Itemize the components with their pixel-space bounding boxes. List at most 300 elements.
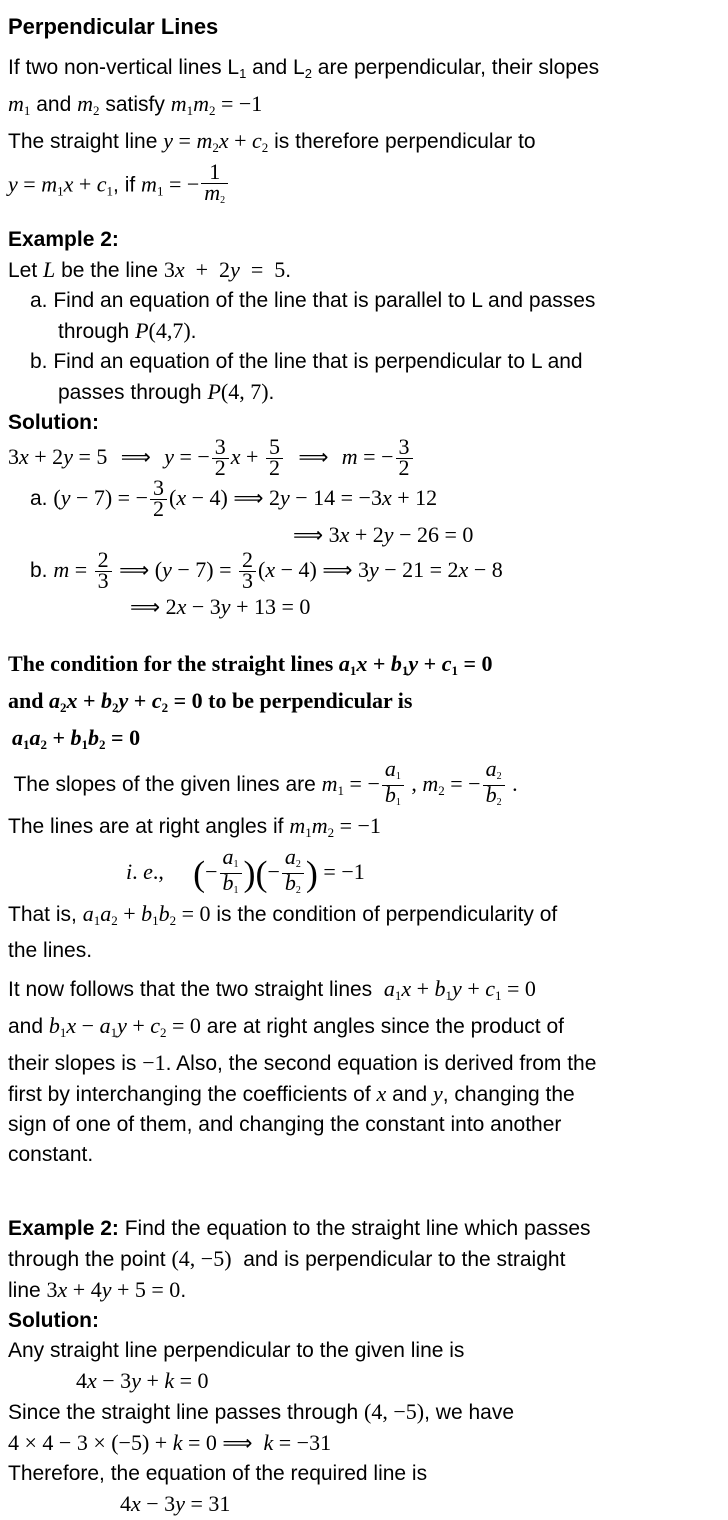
math-text: (4, −5) — [364, 1399, 425, 1424]
para-line — [8, 53, 724, 89]
fraction — [282, 844, 304, 899]
para-line — [8, 1079, 724, 1110]
text-run: passes through — [58, 381, 208, 404]
text-run: are at right angles since the product of — [200, 1015, 564, 1038]
math-var: a — [48, 688, 60, 713]
text-run: be the line — [55, 259, 164, 282]
text-run: Therefore, the equation of the required line is — [8, 1462, 428, 1485]
math-text: 1 — [209, 159, 221, 184]
math-var: y — [230, 257, 240, 282]
math-text: 4 — [120, 1491, 131, 1516]
text-run: Find the equation to the straight line which passes — [118, 1217, 591, 1240]
math-text: 2 — [220, 195, 226, 206]
para-line — [8, 899, 724, 936]
math-var: k — [164, 1368, 175, 1393]
math-text: 2 — [93, 103, 100, 118]
math-text: + 5 = 0 — [111, 1277, 181, 1302]
math-text: = — [173, 128, 197, 153]
text-run: If two non-vertical lines L — [8, 56, 240, 79]
math-var: b — [88, 725, 100, 750]
math-text: 2 — [496, 771, 502, 782]
text-run: line — [8, 1279, 47, 1302]
fraction-denominator — [239, 568, 256, 593]
text-run: through — [58, 320, 136, 343]
math-text: − 4) — [186, 485, 234, 511]
math-text: + — [77, 688, 102, 713]
math-var: x — [218, 128, 229, 153]
math-text: − 7) = − — [70, 485, 149, 511]
text-run: and L — [246, 56, 305, 79]
text-run: Any straight line perpendicular to the given line is — [8, 1339, 465, 1362]
math-text: 1 — [401, 663, 409, 678]
math-text: = 0 — [166, 1013, 201, 1038]
math-var: x — [176, 485, 187, 511]
math-var: x — [458, 557, 469, 583]
math-var: y — [279, 485, 290, 511]
math-var: c — [485, 976, 495, 1001]
math-var: x — [174, 257, 185, 282]
text-run: constant. — [8, 1143, 94, 1166]
math-text: . — [132, 859, 144, 885]
math-text: 4 × 4 − 3 × (−5) + — [8, 1430, 173, 1455]
para-line — [8, 1336, 724, 1366]
math-text: = −31 — [273, 1430, 332, 1455]
text-run: . — [285, 259, 292, 282]
math-var: a — [100, 901, 112, 926]
fraction-denominator — [220, 870, 242, 899]
bold-label: Solution: — [8, 1309, 99, 1332]
math-text: 2 — [160, 1025, 167, 1040]
math-text: 2 — [99, 737, 106, 752]
math-text: + 13 = 0 — [230, 594, 311, 619]
big-paren: ( — [255, 853, 268, 894]
math-text: + 2 — [349, 522, 384, 547]
text-run: The straight line — [8, 130, 164, 153]
math-text: 1 — [305, 825, 312, 840]
math-text: + 2 — [184, 257, 231, 282]
math-var: y — [118, 688, 129, 713]
implies-arrow: ⟹ — [284, 445, 342, 470]
math-text: 1 — [81, 737, 89, 752]
math-text: , — [405, 771, 423, 797]
math-text — [253, 1430, 264, 1455]
math-var: x — [265, 557, 276, 583]
serif-bold-line — [8, 723, 724, 760]
math-var: m — [193, 91, 209, 116]
math-var: m — [204, 180, 221, 205]
list-item-a-cont — [8, 316, 724, 347]
math-text: + — [126, 1013, 151, 1038]
math-var: y — [60, 485, 71, 511]
math-text: 4 — [76, 1368, 87, 1393]
math-text: + — [240, 444, 264, 470]
para-line — [8, 936, 724, 966]
math-var: a — [29, 725, 41, 750]
math-text: 1 — [57, 183, 64, 199]
math-var: a — [383, 976, 395, 1001]
implies-arrow: ⟹ — [130, 595, 161, 619]
math-var: x — [401, 976, 412, 1001]
math-text: 3 — [97, 568, 109, 593]
math-text: + — [128, 688, 152, 713]
para-line — [8, 1244, 724, 1275]
math-var: m — [53, 557, 70, 583]
math-text: (4, 7) — [220, 379, 269, 404]
math-var: b — [485, 782, 497, 807]
math-text: 1 — [495, 988, 502, 1003]
heading-solution — [8, 1306, 724, 1336]
heading-solution — [8, 408, 724, 438]
math-text: = −1 — [317, 859, 365, 885]
implies-arrow: ⟹ — [222, 1431, 253, 1455]
math-text: 2 — [496, 797, 502, 808]
math-text: ( — [169, 485, 177, 511]
text-run: their slopes is — [8, 1052, 143, 1075]
heading-example-2b — [8, 1214, 724, 1244]
list-item-a — [8, 286, 724, 316]
math-text: = — [17, 171, 42, 197]
math-text: + — [411, 976, 435, 1001]
math-text: 2 — [214, 455, 226, 480]
math-var: x — [131, 1491, 141, 1516]
math-var: x — [66, 1013, 77, 1038]
fraction — [382, 756, 404, 811]
math-text: = 0 — [182, 1430, 223, 1455]
fraction — [201, 159, 228, 209]
math-var: b — [390, 651, 402, 676]
math-text: 2 — [212, 140, 219, 155]
fraction — [95, 547, 112, 593]
math-var: y — [63, 444, 73, 470]
math-var: c — [441, 651, 452, 676]
math-text: = −1 — [334, 813, 381, 838]
math-text: = 31 — [184, 1491, 231, 1516]
math-text: 3 — [214, 434, 226, 459]
text-run: . — [180, 1279, 187, 1302]
math-var: P — [135, 318, 149, 343]
math-text: + — [228, 128, 253, 153]
text-run: . — [190, 320, 197, 343]
text-run: satisfy — [99, 93, 171, 116]
math-text: 1 — [395, 797, 401, 808]
math-text: − 8 — [468, 557, 503, 583]
math-var: m — [311, 813, 328, 838]
math-var: c — [151, 688, 162, 713]
math-text: 1 — [349, 663, 357, 678]
math-var: x — [57, 1277, 68, 1302]
math-text: = − — [163, 171, 200, 197]
math-text: 3 — [46, 1277, 58, 1302]
serif-bold-text: and — [8, 688, 49, 713]
math-var: x — [176, 594, 187, 619]
math-text: 2 — [208, 103, 216, 118]
math-text: ( — [258, 557, 266, 583]
math-text: 2 — [295, 859, 301, 870]
math-var: m — [141, 171, 157, 197]
math-text: 5 — [268, 434, 280, 459]
math-text: + 4 — [67, 1277, 102, 1302]
math-var: c — [96, 171, 107, 197]
text-run: , we have — [424, 1401, 514, 1424]
math-var: b — [70, 725, 82, 750]
math-text: = 0 — [174, 1368, 209, 1393]
text-run: and — [30, 93, 78, 116]
text-run: The slopes of the given lines are — [8, 773, 322, 797]
heading-perpendicular-lines — [8, 12, 724, 43]
math-var: b — [222, 870, 234, 895]
fraction-denominator — [95, 568, 112, 593]
math-var: y — [432, 1081, 443, 1106]
math-var: m — [341, 444, 358, 470]
math-var: a — [485, 756, 497, 781]
math-text: − — [267, 859, 280, 885]
math-text: = — [69, 557, 93, 583]
math-var: x — [381, 485, 392, 511]
math-text: + — [418, 651, 442, 676]
math-text: − 7) = — [171, 557, 238, 583]
math-text: + — [47, 725, 71, 750]
math-line — [8, 520, 724, 551]
math-var: a — [338, 651, 350, 676]
para-line — [8, 1459, 724, 1489]
math-text: 3 — [8, 444, 19, 470]
text-run — [164, 861, 193, 884]
math-var: e — [143, 859, 153, 885]
math-text: 1 — [445, 988, 453, 1003]
math-text: = 0 — [105, 725, 141, 750]
math-text: 1 — [233, 859, 239, 870]
math-line — [8, 844, 724, 899]
math-text: 2 — [111, 913, 118, 928]
fraction-denominator — [396, 455, 413, 480]
math-var: y — [117, 1013, 127, 1038]
text-run: , if — [113, 173, 142, 197]
heading-example-2 — [8, 225, 724, 255]
math-text: 2 — [438, 783, 445, 799]
math-text: = − — [344, 771, 380, 797]
text-run: The lines are at right angles if — [8, 815, 290, 838]
math-text: 1 — [59, 1025, 67, 1040]
math-var: a — [384, 756, 396, 781]
big-paren: ( — [193, 853, 206, 894]
text-run: are perpendicular, their slopes — [311, 56, 600, 79]
math-var: x — [339, 522, 350, 547]
math-var: x — [356, 651, 368, 676]
math-var: m — [77, 91, 93, 116]
text-run: 2 — [304, 66, 312, 81]
math-text: 2 — [153, 496, 165, 521]
math-text: 2 — [112, 700, 119, 715]
math-text: 2 — [263, 485, 280, 511]
math-text: ., — [152, 859, 164, 885]
math-text: 3 — [163, 257, 175, 282]
math-text: = 0 — [501, 976, 536, 1001]
text-run: and — [386, 1083, 433, 1106]
text-run: a. Find an equation of the line that is parallel to L and passes — [30, 289, 596, 312]
implies-arrow: ⟹ — [107, 445, 165, 470]
math-var: a — [99, 1013, 111, 1038]
math-text: + — [461, 976, 486, 1001]
math-text: 1 — [233, 885, 239, 896]
text-run: That is, — [8, 903, 83, 926]
heading-text: Perpendicular Lines — [8, 14, 219, 39]
implies-arrow: ⟹ — [233, 486, 264, 511]
math-var: x — [19, 444, 29, 470]
text-run: through the point — [8, 1248, 172, 1271]
math-text: − 4) — [275, 557, 323, 583]
math-var: k — [263, 1430, 274, 1455]
math-var: y — [383, 522, 394, 547]
math-var: y — [164, 444, 174, 470]
math-var: L — [43, 257, 56, 282]
text-run: b. Find an equation of the line that is perpendicular to L and — [30, 350, 583, 373]
math-var: m — [422, 771, 439, 797]
math-text: 1 — [156, 183, 164, 199]
math-text: ( — [149, 557, 163, 583]
math-var: b — [158, 901, 170, 926]
fraction-denominator — [266, 455, 283, 480]
text-run: the lines. — [8, 939, 93, 962]
fraction-denominator — [150, 496, 167, 521]
math-text: + 2 — [28, 444, 64, 470]
math-var: y — [131, 1368, 141, 1393]
math-text: 1 — [110, 1025, 118, 1040]
math-text: + 12 — [391, 485, 438, 511]
math-line — [8, 159, 724, 209]
math-text: − 14 = −3 — [289, 485, 382, 511]
math-text: 1 — [106, 183, 114, 199]
math-var: m — [8, 91, 24, 116]
math-text: 1 — [152, 913, 159, 928]
math-text: (4, −5) — [171, 1246, 232, 1271]
implies-arrow: ⟹ — [322, 558, 353, 583]
math-var: x — [87, 1368, 97, 1393]
para-line — [8, 1110, 724, 1140]
math-line — [8, 434, 724, 480]
math-text: 2 — [268, 455, 280, 480]
math-text: = −1 — [215, 91, 263, 116]
fraction — [212, 434, 229, 480]
fraction-denominator — [483, 782, 505, 811]
math-var: x — [66, 688, 78, 713]
text-run: is therefore perpendicular to — [268, 130, 536, 153]
math-text: 2 — [398, 455, 410, 480]
math-var: a — [82, 901, 94, 926]
math-var: m — [321, 771, 338, 797]
math-text: + — [140, 1368, 165, 1393]
math-text: 2 — [161, 700, 169, 715]
math-var: b — [434, 976, 446, 1001]
text-run: It now follows that the two straight lines — [8, 978, 384, 1001]
text-run: first by interchanging the coefficients of — [8, 1083, 377, 1106]
big-paren: ) — [305, 853, 318, 894]
serif-bold-text: to be perpendicular is — [202, 688, 413, 713]
math-text: + — [367, 651, 391, 676]
para-line — [8, 1275, 724, 1306]
math-var: b — [101, 688, 113, 713]
text-run: and is perpendicular to the straight — [231, 1248, 566, 1271]
math-text: + — [73, 171, 97, 197]
fraction — [150, 475, 167, 521]
text-run: Let — [8, 259, 44, 282]
para-line — [8, 974, 724, 1011]
math-text: = − — [173, 444, 210, 470]
fraction — [220, 844, 242, 899]
math-text: 2 — [327, 825, 335, 840]
math-var: y — [162, 557, 172, 583]
math-var: b — [141, 901, 153, 926]
para-line — [8, 1140, 724, 1170]
math-var: y — [101, 1277, 112, 1302]
text-run: . Also, the second equation is derived from the — [165, 1052, 597, 1075]
math-var: m — [41, 171, 58, 197]
text-run: sign of one of them, and changing the constant into another — [8, 1113, 562, 1136]
math-var: k — [172, 1430, 183, 1455]
math-text: 2 — [169, 913, 177, 928]
big-paren: ) — [243, 853, 256, 894]
list-item-b — [8, 347, 724, 377]
bold-label: Example 2: — [8, 1217, 119, 1240]
math-text: 2 — [295, 885, 301, 896]
math-var: b — [48, 1013, 60, 1038]
math-text: . — [506, 771, 518, 797]
bold-label: Solution: — [8, 411, 99, 434]
math-text: 2 — [97, 547, 109, 572]
math-line — [8, 1428, 724, 1459]
math-text: 1 — [23, 103, 31, 118]
para-line — [8, 1397, 724, 1428]
math-text: 3 — [153, 475, 165, 500]
list-item-b-cont — [8, 377, 724, 408]
math-text: 1 — [337, 783, 345, 799]
math-text: − 21 = 2 — [378, 557, 459, 583]
para-line — [8, 255, 724, 286]
math-var: y — [368, 557, 379, 583]
math-text: 2 — [59, 700, 67, 715]
para-line — [8, 811, 724, 848]
math-var: x — [376, 1081, 387, 1106]
math-var: y — [408, 651, 419, 676]
text-run: and — [8, 1015, 49, 1038]
math-text: = − — [357, 444, 394, 470]
math-text: 3 — [398, 434, 410, 459]
math-var: m — [170, 91, 187, 116]
math-var: m — [196, 128, 213, 153]
math-text: = 0 — [168, 688, 203, 713]
math-line — [8, 1489, 724, 1520]
implies-arrow: ⟹ — [293, 523, 324, 547]
para-line — [8, 89, 724, 126]
math-var: c — [252, 128, 262, 153]
math-var: x — [63, 171, 74, 197]
serif-bold-line — [8, 686, 724, 723]
math-text: 2 — [160, 594, 177, 619]
math-text: (4,7) — [148, 318, 191, 343]
math-var: y — [220, 594, 231, 619]
text-run: , changing the — [442, 1083, 575, 1106]
fraction — [483, 756, 505, 811]
para-line — [8, 126, 724, 163]
math-var: c — [150, 1013, 161, 1038]
math-text: 1 — [394, 988, 402, 1003]
implies-arrow: ⟹ — [119, 558, 150, 583]
math-text: 1 — [93, 913, 101, 928]
math-line — [8, 1366, 724, 1397]
text-run: a. — [30, 487, 54, 511]
math-text: − 3 — [140, 1491, 176, 1516]
math-var: y — [8, 171, 18, 197]
math-text: 1 — [186, 103, 194, 118]
